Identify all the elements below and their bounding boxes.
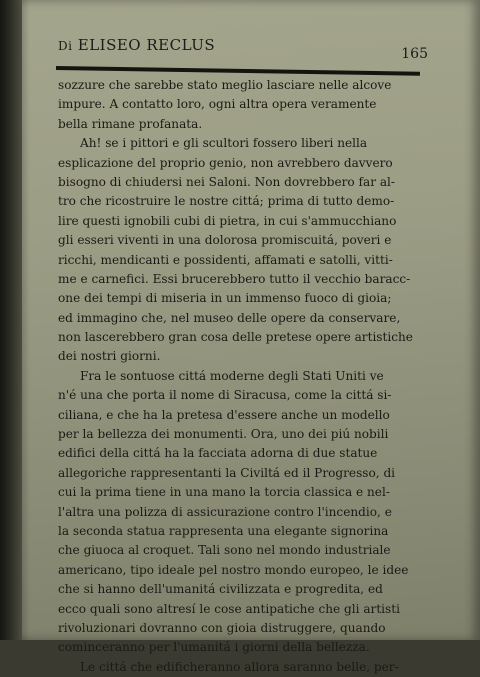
text-line: americano, tipo ideale pel nostro mondo europeo, le idee bbox=[58, 562, 409, 577]
text-line: esplicazione del proprio genio, non avrebbero davvero bbox=[58, 155, 393, 170]
text-line: la seconda statua rappresenta una elegante signorina bbox=[58, 523, 389, 538]
text-line: ed immagino che, nel museo delle opere da conservare, bbox=[58, 310, 401, 325]
text-line: bella rimane profanata. bbox=[58, 116, 203, 131]
text-line: bisogno di chiudersi nei Saloni. Non dovrebbero far al- bbox=[58, 174, 395, 189]
text-line: edifici della cittá ha la facciata adorna di due statue bbox=[58, 446, 378, 461]
author-prefix: Di bbox=[58, 39, 73, 53]
text-line: cominceranno per l'umanitá i giorni della bellezza. bbox=[58, 640, 370, 655]
text-line: impure. A contatto loro, ogni altra opera veramente bbox=[58, 97, 377, 112]
text-line: tro che ricostruire le nostre cittá; prima di tutto demo- bbox=[58, 194, 395, 209]
text-line: me e carnefici. Essi brucerebbero tutto il vecchio baracc- bbox=[58, 271, 411, 286]
text-line: che giuoca al croquet. Tali sono nel mondo industriale bbox=[58, 543, 391, 558]
spine-shadow bbox=[0, 0, 30, 640]
text-line: per la bellezza dei monumenti. Ora, uno dei piú nobili bbox=[58, 427, 389, 442]
text-line: one dei tempi di miseria in un immenso fuoco di gioia; bbox=[58, 291, 392, 306]
paragraph-start-line: Fra le sontuose cittá moderne degli Stati Uniti ve bbox=[80, 368, 384, 383]
text-line: gli esseri viventi in una dolorosa promiscuitá, poveri e bbox=[58, 233, 392, 248]
text-line: l'altra una polizza di assicurazione contro l'incendio, e bbox=[58, 504, 392, 519]
text-line: allegoriche rappresentanti la Civiltá ed il Progresso, di bbox=[58, 465, 396, 480]
author-name: ELISEO RECLUS bbox=[77, 36, 216, 54]
paragraph-start-line: Le cittá che edificheranno allora saranno belle, per- bbox=[80, 659, 399, 674]
running-head-author bbox=[58, 36, 215, 54]
text-line: cui la prima tiene in una mano la torcia classica e nel- bbox=[58, 485, 390, 500]
book-page bbox=[22, 0, 480, 674]
text-line: dei nostri giorni. bbox=[58, 349, 161, 364]
text-line: lire questi ignobili cubi di pietra, in cui s'ammucchiano bbox=[58, 213, 397, 228]
text-line: rivoluzionari dovranno con gioia distruggere, quando bbox=[58, 620, 386, 635]
text-line: non lascerebbero gran cosa delle pretese opere artistiche bbox=[58, 330, 413, 345]
running-head bbox=[58, 32, 428, 60]
text-line: sozzure che sarebbe stato meglio lasciare nelle alcove bbox=[58, 78, 392, 92]
text-line: che si hanno dell'umanitá civilizzata e progredita, ed bbox=[58, 582, 383, 597]
text-line: ciliana, e che ha la pretesa d'essere anche un modello bbox=[58, 407, 390, 422]
header-rule bbox=[56, 66, 420, 76]
body-text bbox=[58, 76, 424, 677]
page-number: 165 bbox=[401, 46, 428, 62]
text-line: ecco quali sono altresí le cose antipatiche che gli artisti bbox=[58, 601, 400, 616]
paragraph-start-line: Ah! se i pittori e gli scultori fossero liberi nella bbox=[80, 136, 368, 151]
text-line: n'é una che porta il nome di Siracusa, come la cittá si- bbox=[58, 388, 392, 403]
text-line: ricchi, mendicanti e possidenti, affamati e satolli, vitti- bbox=[58, 252, 393, 267]
